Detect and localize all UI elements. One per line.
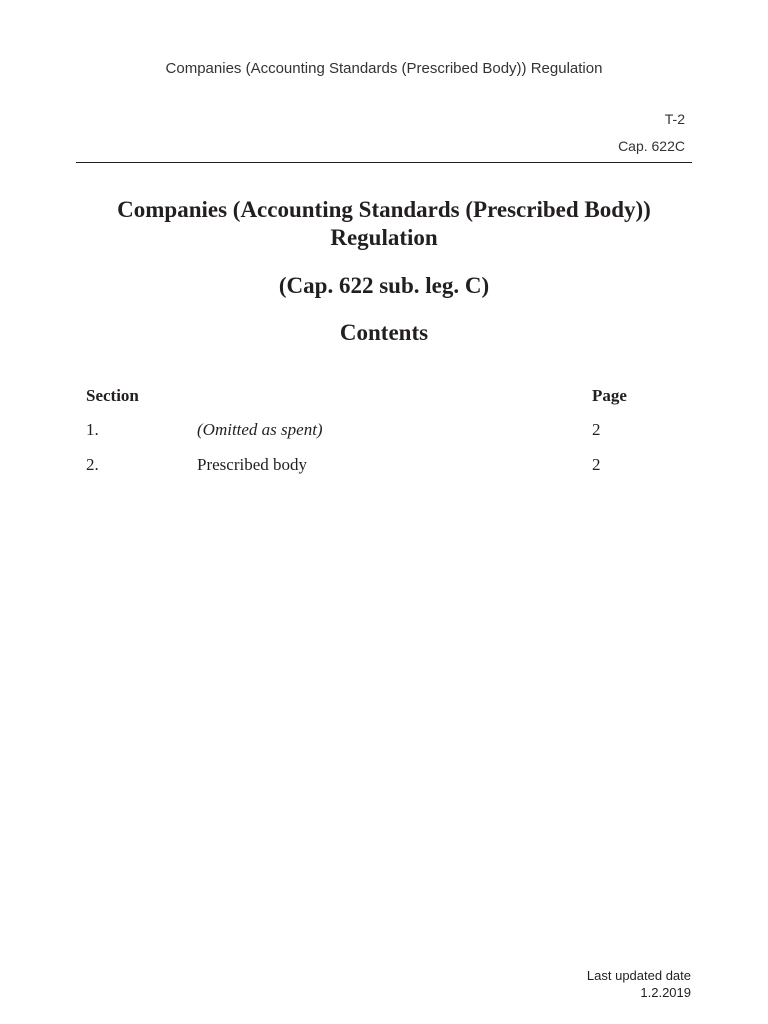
toc-section-number: 2.: [86, 455, 99, 474]
toc-section-header: Section: [86, 386, 139, 405]
contents-heading: Contents: [339, 320, 429, 345]
toc-page-header: Page: [592, 386, 627, 405]
document-subtitle: (Cap. 622 sub. leg. C): [278, 273, 490, 298]
toc-section-title[interactable]: (Omitted as spent): [197, 420, 323, 439]
running-header: Companies (Accounting Standards (Prescribed Body)) Regulation: [165, 60, 603, 77]
toc-header-row: [86, 386, 646, 420]
toc-page-number: 2: [592, 420, 601, 439]
last-updated-footer: [587, 967, 691, 1001]
page-number: T-2: [664, 111, 685, 127]
last-updated-label: Last updated date: [586, 968, 691, 983]
toc-section-title[interactable]: Prescribed body: [197, 455, 308, 474]
toc-section-number: 1.: [86, 420, 99, 439]
chapter-number: Cap. 622C: [618, 138, 685, 154]
toc-row[interactable]: [86, 420, 646, 455]
document-title: Companies (Accounting Standards (Prescribed Body)) Regulation: [117, 197, 651, 250]
toc-page-number: 2: [592, 455, 601, 474]
toc-row[interactable]: [86, 455, 646, 490]
table-of-contents: [86, 386, 646, 490]
last-updated-date: 1.2.2019: [640, 985, 691, 1000]
header-rule: [76, 162, 692, 163]
